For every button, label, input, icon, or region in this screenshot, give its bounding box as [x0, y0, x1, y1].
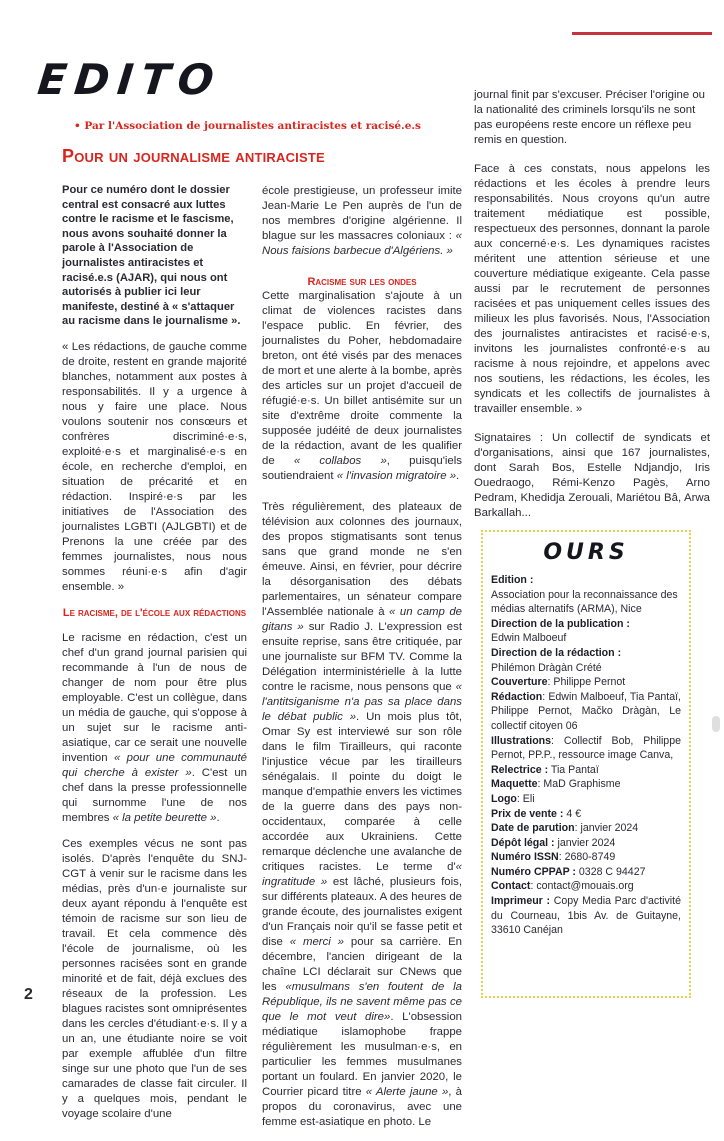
print-smudge	[712, 716, 720, 732]
quote: « pour une communauté qui cherche à exister »	[62, 751, 247, 779]
paragraph: Cette marginalisation s'ajoute à un climat de violences racistes dans l'espace public. En février, des journalistes du Poher, hebdomadaire breton, ont été visés par des menaces de mort et une alerte à la bombe, après des articles sur un projet d'accueil de réfugié·e·s. Un billet antisémite sur un site d'extrême droite commente la supposée judéité de deux journalistes de la rédaction, avant de les qualifier de « collabos », puisqu'iels soutiendraient « l'invasion migratoire ».	[262, 290, 462, 482]
paragraph: Face à ces constats, nous appelons les rédactions et les écoles à prendre leurs responsabilités. Nous croyons qu'un autre traitement médiatique est possible, respectueux des personnes, donnant la parole aux concerné·e·s. Les dynamiques racistes méritent une attention sérieuse et une couverture médiatique exigeante. Cela passe aussi par le recrutement de personnes racisées et pas uniquement celles issues des milieux les plus favorisés. Nous, l'Association des journalistes antiracistes et racisé·e·s, invitons les journalistes confronté·e·s au racisme à nous rejoindre, et appelons avec nos soutiens, les rédactions, les écoles, les syndicats et les collectifs de journalistes à travailler ensemble. »	[474, 163, 710, 415]
paragraph: Ces exemples vécus ne sont pas isolés. D'après l'enquête du SNJ-CGT à venir sur le racisme dans les médias, près d'un·e journaliste sur deux ayant répondu à l'enquête est témoin de racisme sur son lieu de travail. Et cela commence dès l'école de journalisme, où les personnes racisées sont en grande minorité et de fait, déjà exclues des réseaux de la profession. Les blagues racistes sont omniprésentes dans les cercles d'étudiant·e·s. Il y a un an, une étudiante noire se voit par exemple affublée d'un filtre singe sur une photo que l'un de ses camarades de classe fait circuler. Il y a quelques mois, pendant le voyage scolaire d'une	[62, 837, 247, 1120]
decorative-rule	[572, 32, 712, 35]
paragraph: « Les rédactions, de gauche comme de droite, restent en grande majorité blanches, notamment aux postes à responsabilités. Il y a urgence à nous y faire une place. Nous voulons soutenir nos consœurs et confrères discriminé·e·s, exploité·e·s et marginalisé·e·s en école, en recherche d'emploi, en situation de précarité et en rédaction. Inspiré·e·s par les initiatives de l'Association des journalistes LGBTI (AJLGBTI) et de Prenons la une créée par des femmes journalistes, nous nous sommes réuni·e·s afin d'agir ensemble. »	[62, 340, 247, 593]
section-title: EDITO	[35, 55, 225, 104]
ours-masthead-box	[481, 530, 691, 998]
subheading: Racisme sur les ondes	[307, 276, 417, 288]
page-number: 2	[24, 986, 33, 1003]
paragraph: école prestigieuse, un professeur imite Jean-Marie Le Pen auprès de l'un de nos membres d'origine algérienne. Il blague sur les massacres coloniaux : « Nous faisions barbecue d'Algériens. »	[262, 185, 462, 257]
quote: « la petite beurette »	[112, 811, 217, 824]
paragraph: Le racisme en rédaction, c'est un chef d'un grand journal parisien qui recommande à l'un de nous de changer de nom pour être plus employable. C'est un collègue, dans un média de gauche, qui s'oppose à un sujet sur le racisme anti-asiatique, car ce serait une nouvelle invention « pour une communauté qui cherche à exister ». C'est un chef dans la presse professionnelle qui surnomme l'une de nos membres « la petite beurette ».	[62, 631, 247, 824]
quote: « l'invasion migratoire »	[336, 470, 457, 482]
paragraph: Très régulièrement, des plateaux de télévision aux colonnes des journaux, des propos stigmatisants sont tenus sans que grand monde ne s'en émeuve. Ainsi, en février, pour décrire la désorganisation des débats parlementaires, un sénateur compare l'Assemblée nationale à « un camp de gitans » sur Radio J. L'expression est ensuite reprise, sans être critiquée, par une journaliste sur BFM TV. Comme la Délégation interministérielle à la lutte contre le racisme, nous pensons que « l'antitsiganisme n'a pas sa place dans le débat public ». Un mois plus tôt, Omar Sy est interviewé sur son rôle dans le film Tirailleurs, qui raconte l'injustice vécue par les tirailleurs sénégalais. Il pointe du doigt le manque d'empathie envers les victimes de la guerre dans des pays non-occidentaux, comparée à celle accordée aux Ukrainiens. Cette remarque déclenche une avalanche de critiques racistes. Le terme d'« ingratitude » est lâché, plusieurs fois, sur différents plateaux. A des heures de grande écoute, des journalistes exigent d'un Français noir qu'il se fasse petit et dise « merci » pour sa carrière. En décembre, l'ancien dirigeant de la chaîne LCI déclarait sur CNews que les «musulmans s'en foutent de la République, ils ne savent même pas ce que le mot veut dire». L'obsession médiatique islamophobe frappe régulièrement les musulman·e·s, en particulier les femmes musulmanes portant un foulard. En janvier 2020, le Courrier picard titre « Alerte jaune », à propos du coronavirus, avec une femme est-asiatique en photo. Le	[262, 501, 463, 1128]
subheading: Le racisme, de l'école aux rédactions	[62, 606, 247, 619]
byline: • Par l'Association de journalistes antiracistes et racisé.e.s	[74, 120, 421, 132]
article-headline: Pour un journalisme antiraciste	[62, 146, 325, 166]
quote: « collabos »	[293, 455, 387, 467]
quote: « Nous faisions barbecue d'Algériens. »	[262, 230, 462, 257]
article-column-2	[262, 184, 462, 1141]
signatories: Signataires : Un collectif de syndicats et d'organisations, ainsi que 167 journalistes, dont Sarah Bos, Estelle Ndjandjo, Iris Ouedraogo, Rémi-Kenzo Pagès, Arno Pedram, Khedidja Zerouali, Mariétou Bâ, Arwa Barkallah...	[474, 432, 710, 519]
ours-credits: Edition : Association pour la reconnaissance des médias alternatifs (ARMA), Nice Direction de la publication : Edwin Malboeuf Direction de la rédaction : Philémon Dràgàn Crété Couverture: Philippe Pernot Rédaction: Edwin Malboeuf, Tia Pantaï, Philippe Pernot, Mačko Dràgàn, Le collectif citoyen 06 Illustrations: Collectif Bob, Philippe Pernot, PP.P., ressource image Canva, Relectrice : Tia Pantaï Maquette: MaD Graphisme Logo: Eli Prix de vente : 4 € Date de parution: janvier 2024 Dépôt légal : janvier 2024 Numéro ISSN: 2680-8749 Numéro CPPAP : 0328 C 94427 Contact: contact@mouais.org Imprimeur : Copy Media Parc d'activité du Courneau, 1bis Av. de Guitayne, 33610 Canéjan	[491, 574, 681, 937]
lead-paragraph: Pour ce numéro dont le dossier central est consacré aux luttes contre le racisme et le fascisme, nous avons souhaité donner la parole à l'Association de journalistes antiracistes et racisé.e.s (AJAR), qui nous ont autorisés à publier ici leur manifeste, destiné à « s'attaquer au racisme dans le journalisme ».	[62, 184, 241, 328]
article-column-3	[474, 88, 710, 532]
article-column-1	[62, 183, 247, 1133]
ours-title: OURS	[543, 540, 629, 565]
paragraph: journal finit par s'excuser. Préciser l'origine ou la nationalité des criminels lorsqu'ils ne sont pas européens reste encore un réflexe peu remis en question.	[474, 89, 706, 146]
contact-email: : contact@mouais.org	[530, 880, 634, 893]
